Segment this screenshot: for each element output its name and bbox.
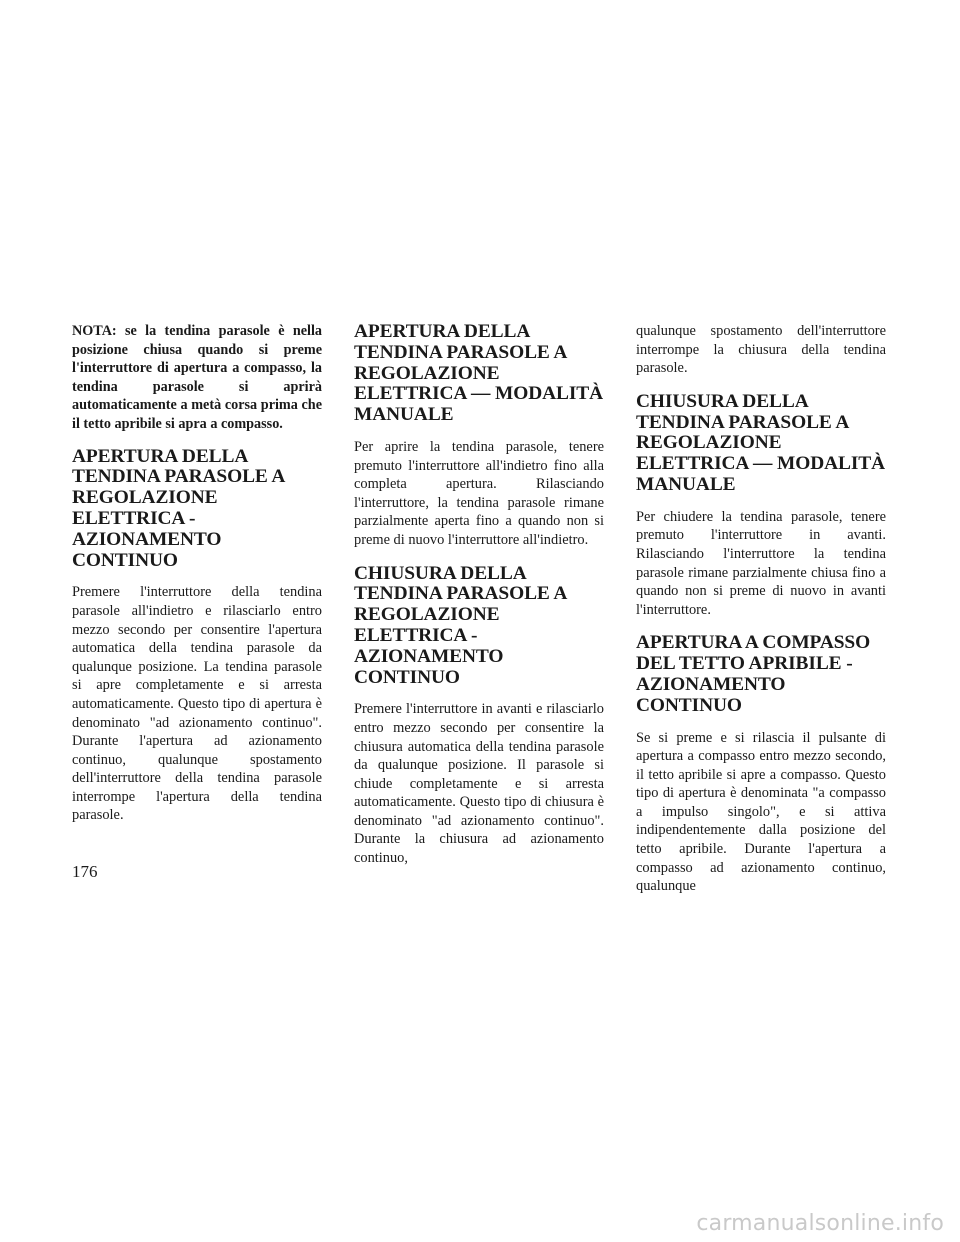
paragraph-continuation: qualunque spostamento dell'interruttore interrompe la chiusura della tendina parasole. bbox=[636, 323, 886, 377]
section-heading-sunshade-close-express: CHIUSURA DELLA TENDINA PARASOLE A REGOLAZIONE ELETTRICA - AZIONAMENTO CONTINUO bbox=[354, 562, 567, 688]
paragraph-sunshade-open-express: Premere l'interruttore della tendina parasole all'indietro e rilasciarlo entro mezzo secondo per consentire l'apertura automatica della tendina parasole da qualunque posizione. La tendina parasole si apre completamente e si arresta automaticamente. Questo tipo di apertura è denominato "ad azionamento continuo". Durante l'apertura ad azionamento continuo, qualunque spostamento dell'interruttore della tendina parasole interrompe l'apertura della tendina parasole. bbox=[72, 584, 322, 824]
column-middle bbox=[354, 322, 604, 882]
section-heading-sunroof-vent-express: APERTURA A COMPASSO DEL TETTO APRIBILE - AZIONAMENTO CONTINUO bbox=[636, 632, 871, 716]
note-paragraph: NOTA: se la tendina parasole è nella posizione chiusa quando si preme l'interruttore di apertura a compasso, la tendina parasole si aprirà automaticamente a metà corsa prima che il tetto apribile si apra a compasso. bbox=[72, 323, 322, 432]
paragraph-sunshade-open-manual: Per aprire la tendina parasole, tenere premuto l'interruttore all'indietro fino alla completa apertura. Rilasciando l'interruttore, la tendina parasole rimane parzialmente aperta fino a quando non si preme di nuovo l'interruttore all'indietro. bbox=[354, 438, 604, 548]
section-heading-sunshade-open-manual: APERTURA DELLA TENDINA PARASOLE A REGOLAZIONE ELETTRICA — MODALITÀ MANUALE bbox=[354, 321, 604, 426]
paragraph-sunroof-vent-express: Se si preme e si rilascia il pulsante di apertura a compasso entro mezzo secondo, il tetto apribile si apre a compasso. Questo tipo di apertura è denominata "a compasso a impulso singolo", e si attiva indipendentemente dalla posizione del tetto apribile. Durante l'apertura a compasso ad azionamento continuo, qualunque bbox=[636, 729, 886, 895]
section-heading-sunshade-close-manual: CHIUSURA DELLA TENDINA PARASOLE A REGOLAZIONE ELETTRICA — MODALITÀ MANUALE bbox=[636, 390, 886, 495]
section-heading-sunshade-open-express: APERTURA DELLA TENDINA PARASOLE A REGOLAZIONE ELETTRICA - AZIONAMENTO CONTINUO bbox=[72, 445, 285, 571]
paragraph-sunshade-close-express: Premere l'interruttore in avanti e rilasciarlo entro mezzo secondo per consentire la chiusura automatica della tendina parasole da qualunque posizione. Il parasole si chiude completamente e si arresta automaticamente. Questo tipo di chiusura è denominato "ad azionamento continuo". Durante la chiusura ad azionamento continuo, bbox=[354, 701, 604, 867]
paragraph-sunshade-close-manual: Per chiudere la tendina parasole, tenere premuto l'interruttore in avanti. Rilasciando l'interruttore la tendina parasole rimane parzialmente chiusa fino a quando non si preme di nuovo in avanti l'interruttore. bbox=[636, 508, 886, 618]
column-right bbox=[636, 322, 886, 910]
page-number: 176 bbox=[72, 862, 98, 881]
column-left bbox=[72, 322, 322, 839]
watermark: carmanualsonline.info bbox=[696, 1211, 944, 1236]
